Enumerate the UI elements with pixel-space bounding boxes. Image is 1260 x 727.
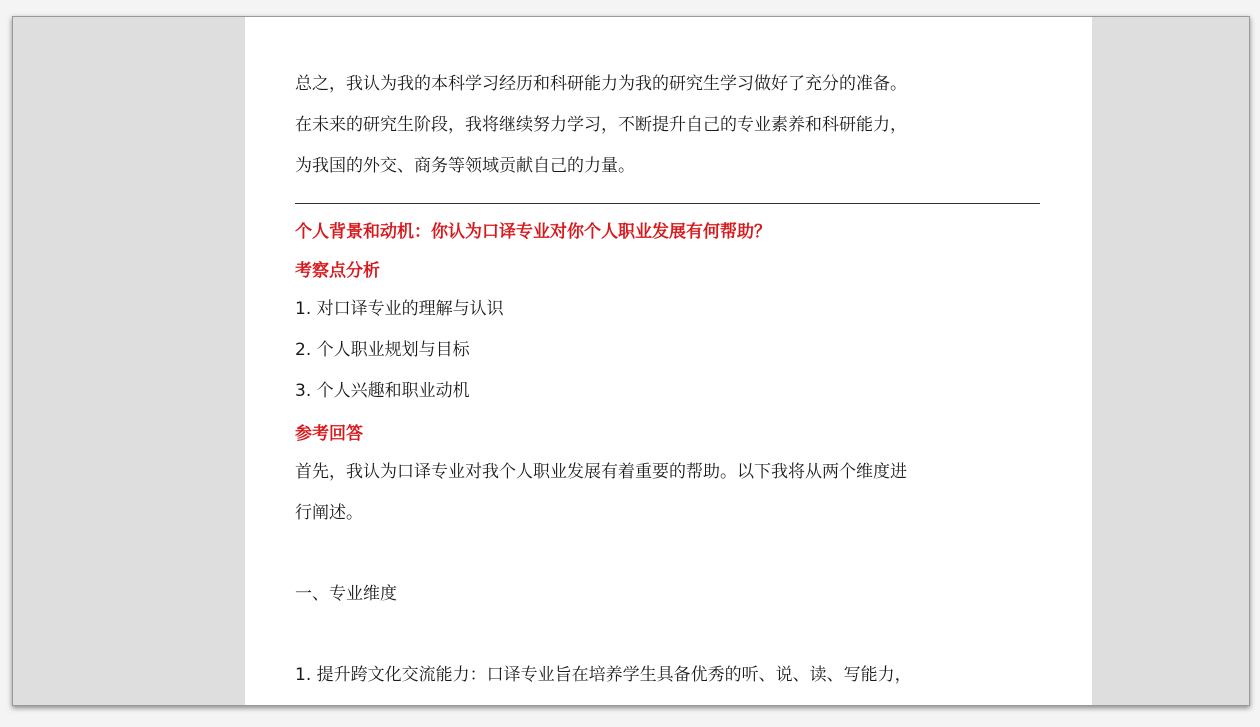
intro-line-2: 在未来的研究生阶段，我将继续努力学习，不断提升自己的专业素养和科研能力， xyxy=(295,115,907,135)
page-content xyxy=(295,64,1040,696)
analysis-heading: 考察点分析 xyxy=(295,261,380,281)
horizontal-divider xyxy=(295,203,1040,204)
question-heading: 个人背景和动机：你认为口译专业对你个人职业发展有何帮助？ xyxy=(295,222,771,242)
intro-line-3: 为我国的外交、商务等领域贡献自己的力量。 xyxy=(295,156,635,176)
analysis-item-3: 3. 个人兴趣和职业动机 xyxy=(295,381,470,401)
intro-line-1: 总之，我认为我的本科学习经历和科研能力为我的研究生学习做好了充分的准备。 xyxy=(295,74,907,94)
document-page xyxy=(245,17,1092,706)
answer-heading: 参考回答 xyxy=(295,424,363,444)
spacer xyxy=(295,534,1040,574)
analysis-item-2: 2. 个人职业规划与目标 xyxy=(295,340,470,360)
spacer xyxy=(295,615,1040,655)
answer-line-2: 行阐述。 xyxy=(295,503,363,523)
analysis-item-1: 1. 对口译专业的理解与认识 xyxy=(295,299,504,319)
point-1-line: 1. 提升跨文化交流能力：口译专业旨在培养学生具备优秀的听、说、读、写能力， xyxy=(295,665,912,685)
document-viewer xyxy=(12,16,1250,706)
answer-line-1: 首先，我认为口译专业对我个人职业发展有着重要的帮助。以下我将从两个维度进 xyxy=(295,462,907,482)
section-title: 一、专业维度 xyxy=(295,584,397,604)
